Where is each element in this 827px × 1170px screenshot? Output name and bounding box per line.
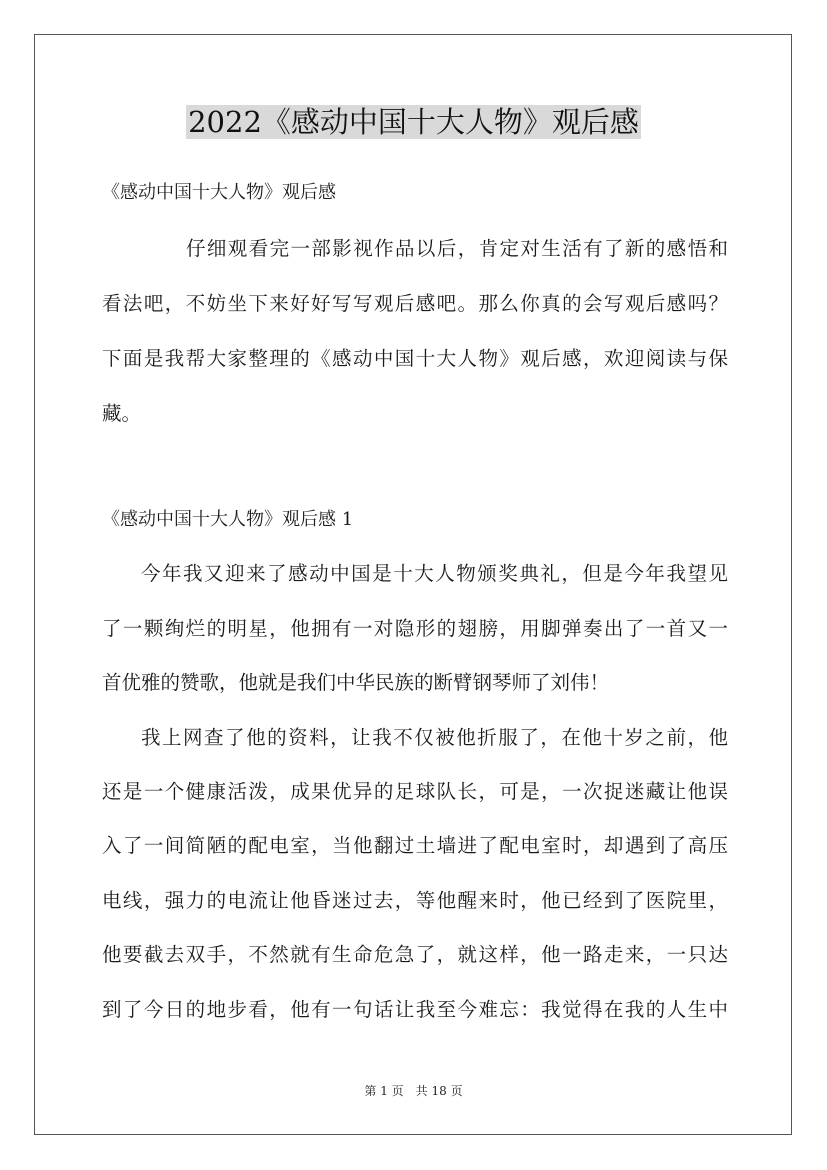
para2-line-2: 还是一个健康活泼，成果优异的足球队长，可是，一次捉迷藏让他误 [102, 780, 728, 803]
section-heading: 《感动中国十大人物》观后感 1 [102, 509, 354, 530]
para2-line-1: 我上网查了他的资料，让我不仅被他折服了，在他十岁之前，他 [141, 726, 728, 749]
para2-line-4: 电线，强力的电流让他昏迷过去，等他醒来时，他已经到了医院里， [102, 889, 728, 912]
para1-line-3: 首优雅的赞歌，他就是我们中华民族的断臂钢琴师了刘伟！ [102, 671, 610, 694]
page-number-footer: 第 1 页 共 18 页 [364, 1084, 463, 1098]
intro-line-3: 下面是我帮大家整理的《感动中国十大人物》观后感，欢迎阅读与保 [102, 347, 728, 370]
para2-line-6: 到了今日的地步看，他有一句话让我至今难忘：我觉得在我的人生中 [102, 998, 728, 1021]
para1-line-2: 了一颗绚烂的明星，他拥有一对隐形的翅膀，用脚弹奏出了一首又一 [102, 617, 728, 640]
subtitle: 《感动中国十大人物》观后感 [102, 182, 336, 203]
para2-line-5: 他要截去双手，不然就有生命危急了，就这样，他一路走来，一只达 [102, 943, 728, 966]
para1-line-1: 今年我又迎来了感动中国是十大人物颁奖典礼，但是今年我望见 [141, 562, 728, 585]
document-title: 2022《感动中国十大人物》观后感 [188, 105, 639, 139]
para2-line-3: 入了一间简陋的配电室，当他翻过土墙进了配电室时，却遇到了高压 [102, 834, 728, 857]
intro-line-4: 藏。 [102, 402, 142, 425]
intro-line-2: 看法吧，不妨坐下来好好写写观后感吧。那么你真的会写观后感吗？ [102, 292, 728, 315]
intro-line-1: 仔细观看完一部影视作品以后，肯定对生活有了新的感悟和 [186, 237, 728, 260]
